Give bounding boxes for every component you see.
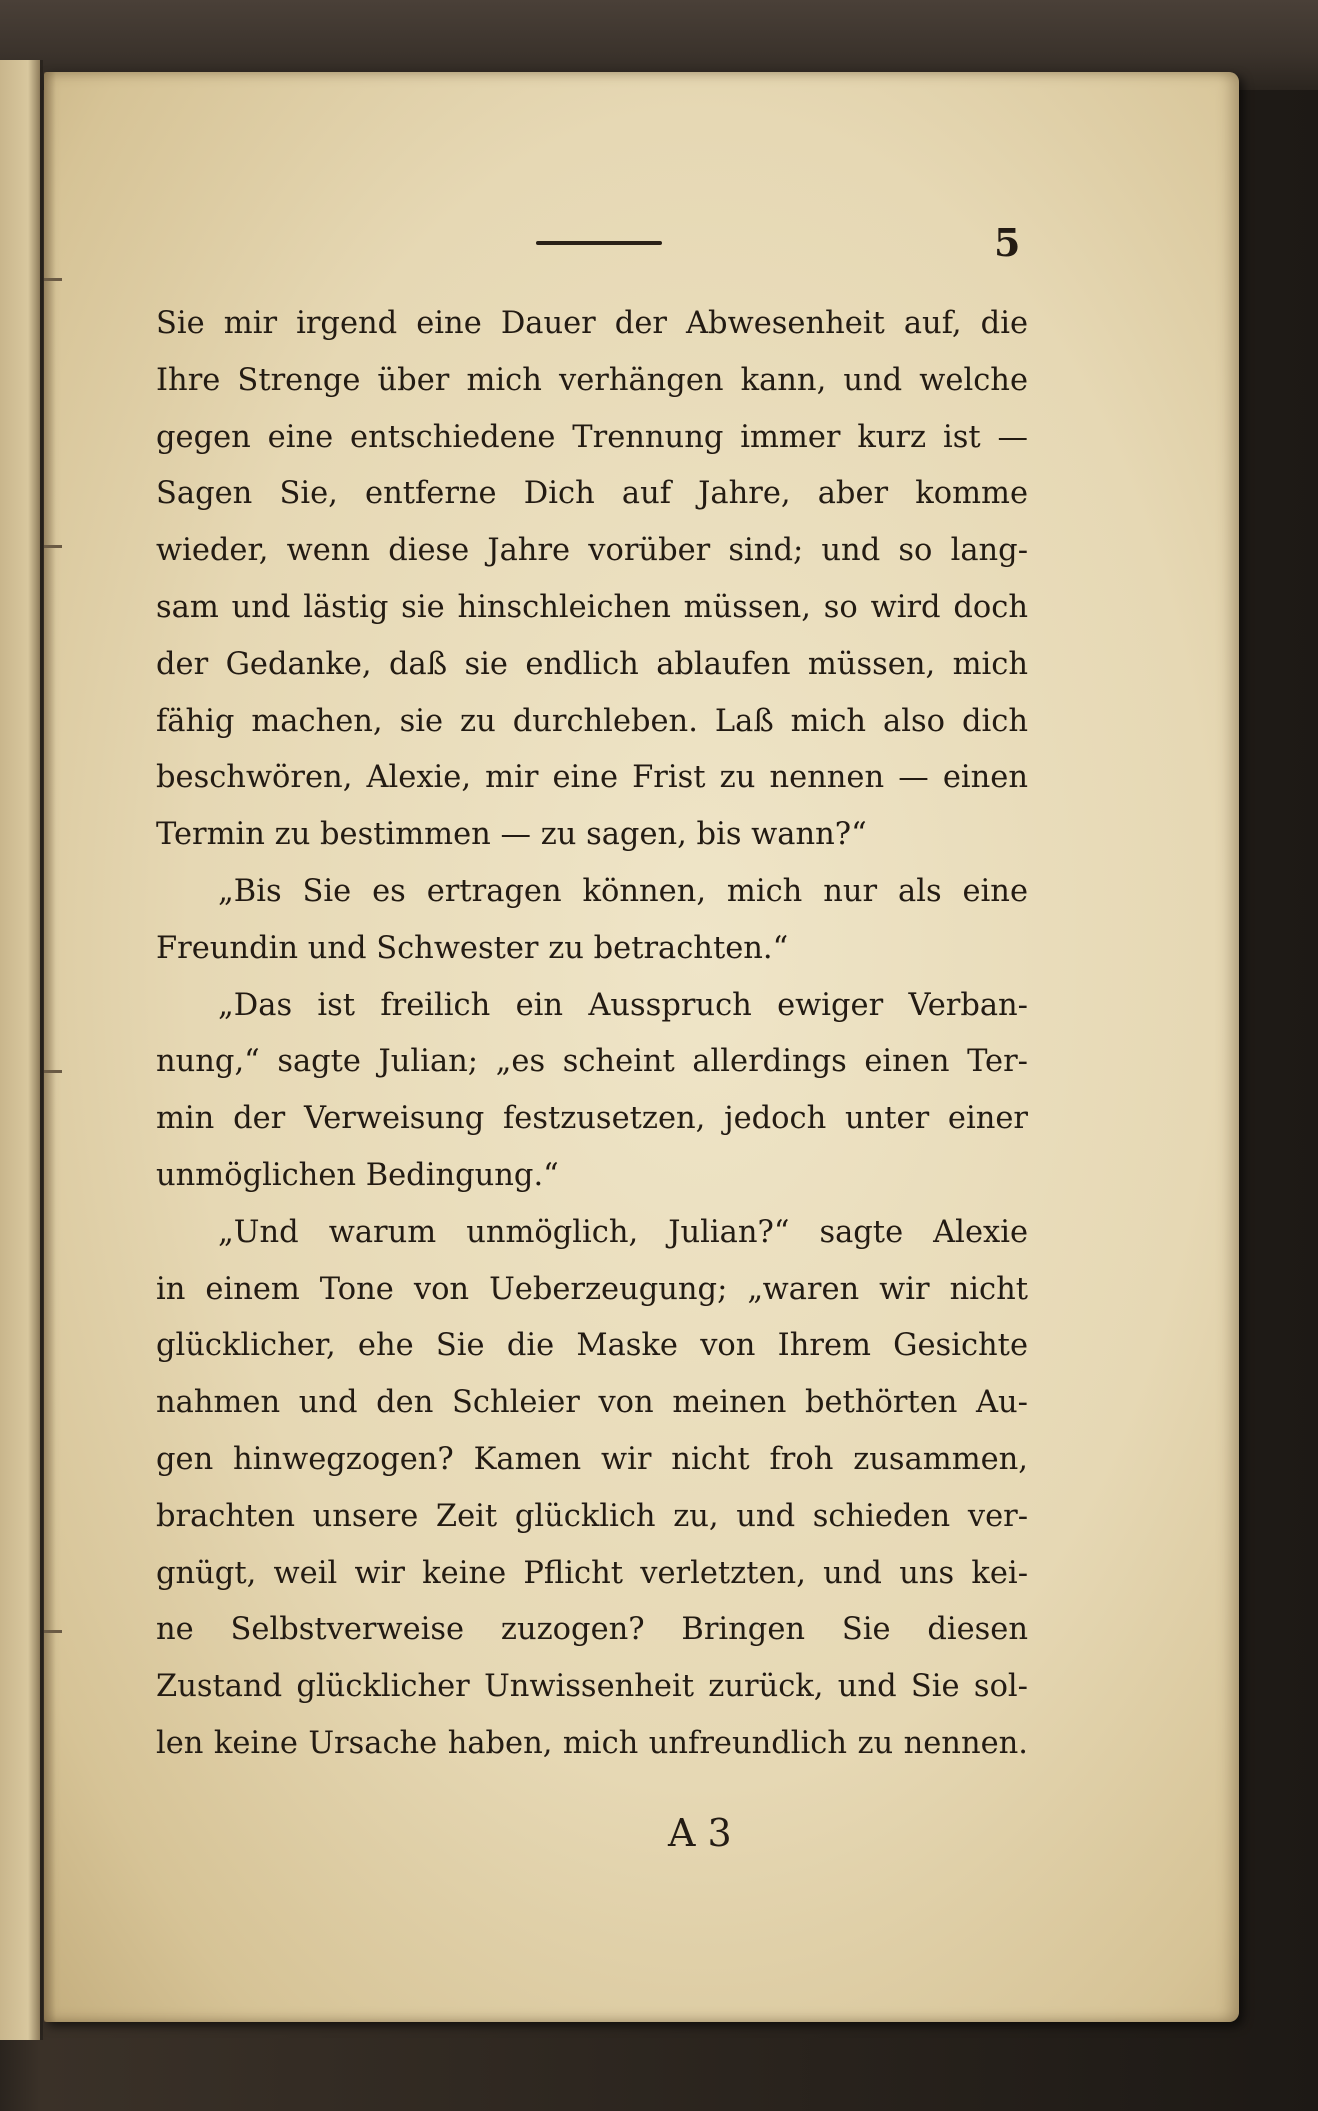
- text-line: sam und lästig sie hinschleichen müssen, so wird doch: [156, 589, 1028, 625]
- previous-page-edge: [0, 60, 43, 2040]
- text-line: Freundin und Schwester zu betrachten.“: [156, 930, 789, 966]
- text-line: nung,“ sagte Julian; „es scheint allerdings einen Ter-: [156, 1044, 1028, 1080]
- text-line: len keine Ursache haben, mich unfreundlich zu nennen.: [156, 1725, 1028, 1761]
- text-line: Sie mir irgend eine Dauer der Abwesenheit auf, die: [156, 306, 1028, 341]
- text-line: gen hinwegzogen? Kamen wir nicht froh zusammen,: [156, 1441, 1028, 1477]
- text-line: gnügt, weil wir keine Pflicht verletzten, und uns kei-: [156, 1555, 1028, 1591]
- text-line: beschwören, Alexie, mir eine Frist zu nennen — einen: [156, 760, 1028, 796]
- signature-mark: A 3: [668, 1811, 732, 1855]
- text-line: „Das ist freilich ein Ausspruch ewiger Verban-: [218, 987, 1028, 1023]
- text-line: min der Verweisung festzusetzen, jedoch unter einer: [156, 1101, 1028, 1137]
- binding-mark: [44, 545, 62, 548]
- page-number: 5: [994, 220, 1021, 265]
- text-line: Sagen Sie, entferne Dich auf Jahre, aber komme: [156, 476, 1028, 512]
- text-line: „Und warum unmöglich, Julian?“ sagte Alexie: [218, 1214, 1028, 1250]
- binding-mark: [44, 1630, 62, 1633]
- text-line: unmöglichen Bedingung.“: [156, 1157, 559, 1193]
- text-line: „Bis Sie es ertragen können, mich nur als eine: [218, 873, 1028, 909]
- text-line: glücklicher, ehe Sie die Maske von Ihrem Gesichte: [156, 1328, 1028, 1364]
- text-line: Zustand glücklicher Unwissenheit zurück, und Sie sol-: [156, 1669, 1028, 1705]
- binding-mark: [44, 278, 62, 281]
- text-line: nahmen und den Schleier von meinen bethörten Au-: [156, 1385, 1028, 1421]
- text-line: ne Selbstverweise zuzogen? Bringen Sie diesen: [156, 1612, 1028, 1648]
- text-line: Termin zu bestimmen — zu sagen, bis wann?“: [156, 817, 867, 853]
- text-line: brachten unsere Zeit glücklich zu, und schieden ver-: [156, 1498, 1028, 1534]
- text-line: fähig machen, sie zu durchleben. Laß mich also dich: [156, 703, 1028, 739]
- text-line: in einem Tone von Ueberzeugung; „waren wir nicht: [156, 1271, 1028, 1307]
- binding-mark: [44, 1070, 62, 1073]
- header-rule: [536, 241, 662, 245]
- text-line: der Gedanke, daß sie endlich ablaufen müssen, mich: [156, 646, 1028, 682]
- text-line: Ihre Strenge über mich verhängen kann, und welche: [156, 362, 1028, 398]
- text-line: wieder, wenn diese Jahre vorüber sind; und so lang-: [156, 533, 1028, 569]
- text-line: gegen eine entschiedene Trennung immer kurz ist —: [156, 419, 1028, 455]
- body-text: [156, 296, 1028, 1773]
